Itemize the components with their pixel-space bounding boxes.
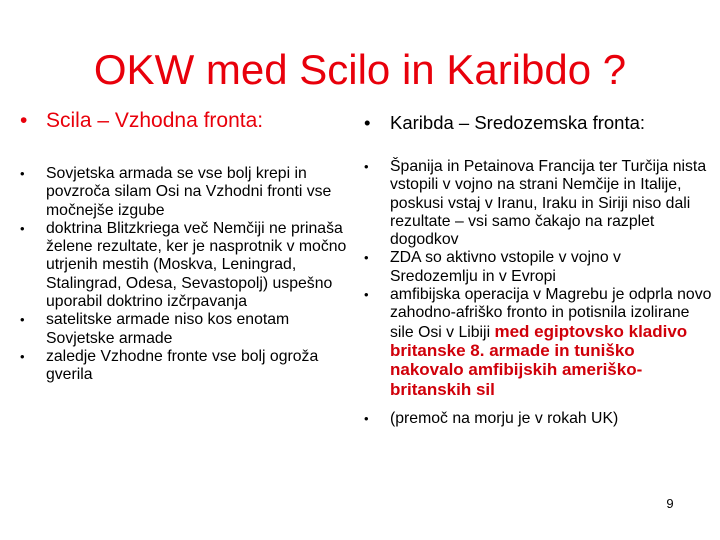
list-item <box>364 410 712 428</box>
emphasis-text: med egiptovsko kladivo britanske 8. armade in tuniško nakovalo amfibijskih ameriško-britanskih sil <box>390 321 688 399</box>
bullet: • <box>20 312 25 328</box>
bullet: • <box>20 166 25 181</box>
bullet: • <box>364 250 369 266</box>
bullet: • <box>20 109 28 132</box>
left-bullet-list <box>20 165 350 385</box>
bullet: • <box>20 348 25 364</box>
list-item-text: zaledje Vzhodne fronte vse bolj ogroža gverila <box>46 347 319 384</box>
list-item-text: (premoč na morju je v rokah UK) <box>390 409 619 427</box>
list-item-text: Španija in Petainova Francija ter Turčija nista vstopili v vojno na strani Nemčije in Italije, poskusi vstaj v Iranu, Iraku in Siriji niso dali rezultate – vsi samo čakajo na razplet dogodkov <box>390 158 707 249</box>
list-item-text: Sovjetska armada se vse bolj krepi in povzroča silam Osi na Vzhodni fronti vse močnejše izgube <box>46 165 332 219</box>
left-column-heading <box>20 108 340 134</box>
list-item <box>20 311 350 348</box>
right-heading-text: Karibda – Sredozemska fronta: <box>390 112 646 133</box>
list-item <box>364 158 712 249</box>
list-item-text <box>390 286 712 400</box>
page-number: 9 <box>666 496 674 511</box>
list-item <box>364 249 712 286</box>
right-bullet-list <box>364 158 712 428</box>
bullet: • <box>364 410 369 426</box>
bullet: • <box>20 220 25 236</box>
list-item-plain-text: amfibijska operacija v Magrebu je odprla novo zahodno-afriško fronto in potisnila izolirane sile Osi v Libiji <box>390 286 712 341</box>
list-item <box>20 220 350 311</box>
list-item-text: doktrina Blitzkriega več Nemčiji ne prinaša želene rezultate, ker je nasprotnik v močno utrjenih mestih (Moskva, Leningrad, Stalingrad, Odesa, Sevastopolj) uspešno uporabil doktrino izčrpavanja <box>46 219 347 311</box>
bullet: • <box>364 159 369 174</box>
list-item-text: ZDA so aktivno vstopile v vojno v Sredozemlju in v Evropi <box>390 249 621 285</box>
list-item-text: satelitske armade niso kos enotam Sovjetske armade <box>46 311 290 347</box>
bullet: • <box>364 112 371 133</box>
list-item <box>20 348 350 385</box>
right-column-heading <box>364 110 704 136</box>
slide-title: OKW med Scilo in Karibdo ? <box>93 46 627 93</box>
bullet: • <box>364 287 369 303</box>
list-item <box>20 165 350 220</box>
left-heading-text: Scila – Vzhodna fronta: <box>46 109 264 132</box>
list-item <box>364 286 712 400</box>
